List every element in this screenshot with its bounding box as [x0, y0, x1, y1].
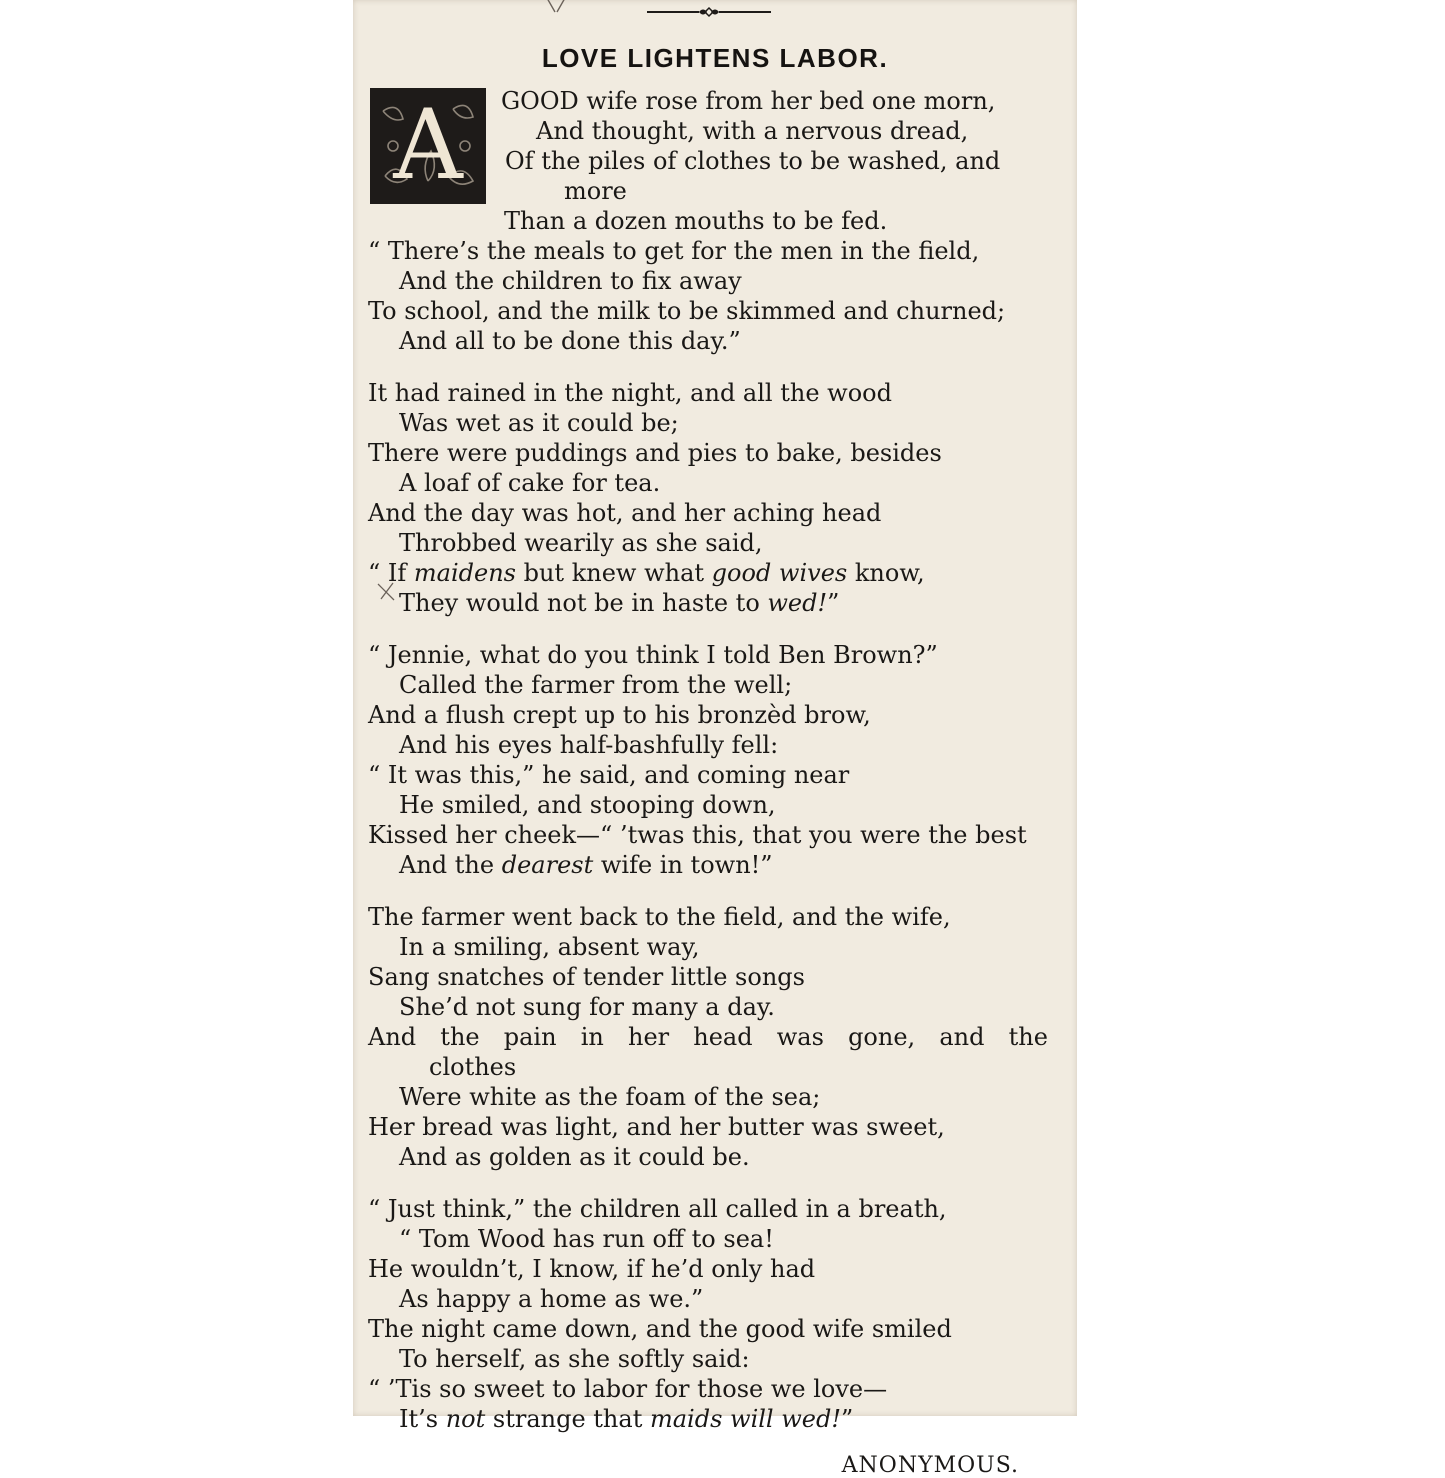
line-text: know, [847, 559, 925, 587]
stanza-4 [368, 902, 1068, 1172]
line-word: in [580, 1023, 604, 1051]
poem-line: To school, and the milk to be skimmed and churned; [368, 297, 1006, 325]
poem-line: There were puddings and pies to bake, besides [368, 439, 942, 467]
poem-line: And all to be done this day.” [399, 327, 741, 355]
stanza-2 [368, 378, 1068, 618]
poem-line: Kissed her cheek—“ ’twas this, that you were the best [368, 821, 1027, 849]
poem-line: “ There’s the meals to get for the men in the field, [368, 237, 980, 265]
pencil-mark-icon [543, 0, 573, 18]
italic-text: not [445, 1405, 486, 1433]
poem-line: “ Jennie, what do you think I told Ben Brown?” [368, 641, 938, 669]
signature: ANONYMOUS. [841, 1453, 1019, 1478]
poem-line: GOOD wife rose from her bed one morn, [501, 87, 996, 115]
line-word: And [368, 1023, 417, 1051]
line-word: was [776, 1023, 824, 1051]
newspaper-clipping [353, 0, 1077, 1478]
italic-text: wed! [767, 589, 828, 617]
poem-line: The night came down, and the good wife smiled [368, 1315, 952, 1343]
poem-line: It had rained in the night, and all the wood [368, 379, 892, 407]
stanza-3 [368, 640, 1068, 880]
poem-line-justified [368, 1022, 1048, 1052]
line-word: and [939, 1023, 985, 1051]
stanza-1 [368, 86, 1068, 356]
line-text: strange that [485, 1405, 650, 1433]
poem-line [368, 588, 1068, 618]
line-text: “ If [368, 559, 414, 587]
line-text: ” [827, 589, 840, 617]
poem-line: Called the farmer from the well; [399, 671, 793, 699]
poem-line: Of the piles of clothes to be washed, and [505, 147, 1001, 175]
line-text: but knew what [515, 559, 712, 587]
italic-text: maidens [413, 559, 516, 587]
italic-text: dearest [501, 851, 594, 879]
drop-cap-letter: A [393, 89, 463, 201]
line-word: her [627, 1023, 670, 1051]
stanza-5 [368, 1194, 1068, 1434]
poem-line: “ Tom Wood has run off to sea! [399, 1225, 774, 1253]
pencil-mark-icon [375, 580, 397, 602]
poem-line: more [564, 177, 627, 205]
poem-line: As happy a home as we.” [399, 1285, 704, 1313]
line-word: pain [503, 1023, 557, 1051]
poem-line: And the children to fix away [399, 267, 742, 295]
poem-line [368, 1404, 1068, 1434]
poem-line: Than a dozen mouths to be fed. [504, 207, 888, 235]
poem-line: And a flush crept up to his bronzèd brow, [368, 701, 871, 729]
poem-line: She’d not sung for many a day. [399, 993, 775, 1021]
poem-line: Were white as the foam of the sea; [399, 1083, 821, 1111]
line-text: And the [399, 851, 502, 879]
line-word: gone, [848, 1023, 916, 1051]
poem-line: Sang snatches of tender little songs [368, 963, 805, 991]
poem-line: To herself, as she softly said: [399, 1345, 750, 1373]
poem-line: Her bread was light, and her butter was sweet, [368, 1113, 945, 1141]
line-text: They would not be in haste to [399, 589, 768, 617]
poem-line: He smiled, and stooping down, [399, 791, 776, 819]
italic-text: good wives [711, 559, 848, 587]
ornament-divider-icon [647, 5, 771, 19]
poem-title: LOVE LIGHTENS LABOR. [541, 43, 889, 73]
poem-line [368, 850, 1068, 880]
line-text: ” [841, 1405, 854, 1433]
poem-line: clothes [429, 1053, 517, 1081]
line-text: wife in town!” [593, 851, 773, 879]
poem-line: Throbbed wearily as she said, [399, 529, 763, 557]
poem-line: Was wet as it could be; [399, 409, 679, 437]
poem-line: “ Just think,” the children all called in a breath, [368, 1195, 947, 1223]
poem-line: The farmer went back to the field, and the wife, [368, 903, 951, 931]
line-word: the [440, 1023, 480, 1051]
line-word: head [693, 1023, 753, 1051]
poem-line: And as golden as it could be. [399, 1143, 750, 1171]
poem-line: “ ’Tis so sweet to labor for those we love— [368, 1375, 888, 1403]
poem-line: A loaf of cake for tea. [399, 469, 661, 497]
poem-line: He wouldn’t, I know, if he’d only had [368, 1255, 816, 1283]
poem-body [368, 86, 1068, 1434]
poem-line: And his eyes half-bashfully fell: [399, 731, 779, 759]
poem-line: And the day was hot, and her aching head [368, 499, 882, 527]
line-word: the [1008, 1023, 1048, 1051]
line-text: It’s [399, 1405, 446, 1433]
poem-line [368, 558, 1068, 588]
poem-line: “ It was this,” he said, and coming near [368, 761, 850, 789]
italic-text: maids will wed! [649, 1405, 841, 1433]
poem-line: In a smiling, absent way, [399, 933, 700, 961]
poem-line: And thought, with a nervous dread, [536, 117, 969, 145]
